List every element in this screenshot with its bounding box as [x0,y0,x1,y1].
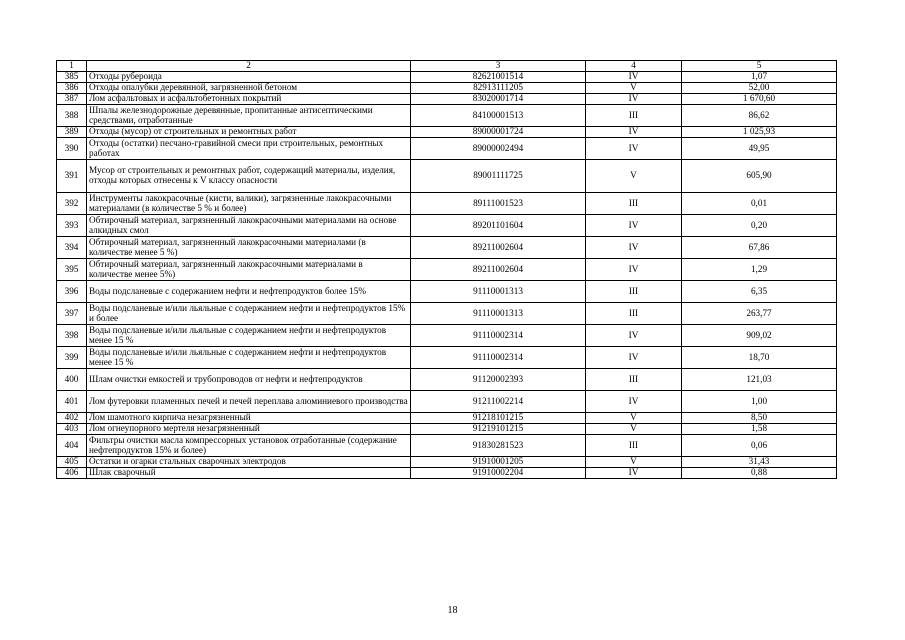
table-row [57,303,837,325]
table-row [57,457,837,468]
table-row [57,413,837,424]
waste-name-cell: Лом асфальтовых и асфальтобетонных покрытий [87,94,411,105]
hazard-class-cell: III [586,303,682,325]
amount-cell: 605,90 [682,160,837,193]
row-number-cell: 401 [57,391,87,413]
hazard-class-cell: III [586,105,682,127]
waste-code-cell: 82913111205 [411,83,586,94]
hazard-class-cell: III [586,193,682,215]
amount-cell: 86,62 [682,105,837,127]
waste-name-cell: Лом шамотного кирпича незагрязненный [87,413,411,424]
row-number-cell: 402 [57,413,87,424]
amount-cell: 31,43 [682,457,837,468]
column-header: 4 [586,61,682,72]
waste-code-cell: 91110001313 [411,281,586,303]
waste-code-cell: 91910002204 [411,468,586,479]
amount-cell: 67,86 [682,237,837,259]
table-row [57,215,837,237]
hazard-class-cell: V [586,160,682,193]
amount-cell: 0,01 [682,193,837,215]
row-number-cell: 400 [57,369,87,391]
waste-name-cell: Обтирочный материал, загрязненный лакокрасочными материалами в количестве менее 5%) [87,259,411,281]
table-body [57,61,837,479]
hazard-class-cell: III [586,369,682,391]
waste-table [56,60,837,479]
row-number-cell: 394 [57,237,87,259]
amount-cell: 121,03 [682,369,837,391]
waste-code-cell: 91110002314 [411,347,586,369]
waste-code-cell: 89211002604 [411,259,586,281]
table-row [57,94,837,105]
hazard-class-cell: IV [586,72,682,83]
waste-name-cell: Обтирочный материал, загрязненный лакокрасочными материалами (в количестве менее 5 %) [87,237,411,259]
waste-name-cell: Лом футеровки пламенных печей и печей переплава алюминиевого производства [87,391,411,413]
table-row [57,259,837,281]
amount-cell: 1 670,60 [682,94,837,105]
hazard-class-cell: IV [586,468,682,479]
table-row [57,127,837,138]
column-header: 1 [57,61,87,72]
hazard-class-cell: V [586,413,682,424]
table-row [57,391,837,413]
amount-cell: 0,20 [682,215,837,237]
hazard-class-cell: III [586,281,682,303]
table-row [57,325,837,347]
row-number-cell: 388 [57,105,87,127]
hazard-class-cell: IV [586,127,682,138]
waste-name-cell: Шпалы железнодорожные деревянные, пропитанные антисептическими средствами, отработанные [87,105,411,127]
hazard-class-cell: IV [586,138,682,160]
waste-name-cell: Мусор от строительных и ремонтных работ, содержащий материалы, изделия, отходы которых отнесены к V классу опасности [87,160,411,193]
hazard-class-cell: III [586,435,682,457]
amount-cell: 909,02 [682,325,837,347]
row-number-cell: 397 [57,303,87,325]
table-row [57,105,837,127]
amount-cell: 0,88 [682,468,837,479]
amount-cell: 1,29 [682,259,837,281]
table-row [57,468,837,479]
hazard-class-cell: V [586,457,682,468]
waste-name-cell: Обтирочный материал, загрязненный лакокрасочными материалами на основе алкидных смол [87,215,411,237]
waste-name-cell: Инструменты лакокрасочные (кисти, валики), загрязненные лакокрасочными материалами (в количестве 5 % и более) [87,193,411,215]
column-header: 2 [87,61,411,72]
hazard-class-cell: IV [586,325,682,347]
waste-code-cell: 89201101604 [411,215,586,237]
row-number-cell: 396 [57,281,87,303]
amount-cell: 1,00 [682,391,837,413]
waste-name-cell: Отходы опалубки деревянной, загрязненной бетоном [87,83,411,94]
table-row [57,83,837,94]
waste-code-cell: 82621001514 [411,72,586,83]
amount-cell: 1 025,93 [682,127,837,138]
waste-code-cell: 89000001724 [411,127,586,138]
waste-code-cell: 91211002214 [411,391,586,413]
waste-name-cell: Шлам очистки емкостей и трубопроводов от нефти и нефтепродуктов [87,369,411,391]
row-number-cell: 391 [57,160,87,193]
waste-code-cell: 89000002494 [411,138,586,160]
hazard-class-cell: IV [586,94,682,105]
waste-name-cell: Воды подсланевые и/или льяльные с содержанием нефти и нефтепродуктов 15% и более [87,303,411,325]
row-number-cell: 392 [57,193,87,215]
column-header: 3 [411,61,586,72]
waste-name-cell: Отходы (остатки) песчано-гравийной смеси при строительных, ремонтных работах [87,138,411,160]
amount-cell: 8,50 [682,413,837,424]
table-row [57,160,837,193]
amount-cell: 1,58 [682,424,837,435]
row-number-cell: 389 [57,127,87,138]
table-row [57,435,837,457]
waste-name-cell: Воды подсланевые с содержанием нефти и нефтепродуктов более 15% [87,281,411,303]
waste-name-cell: Воды подсланевые и/или льяльные с содержанием нефти и нефтепродуктов менее 15 % [87,347,411,369]
table-row [57,72,837,83]
column-header: 5 [682,61,837,72]
row-number-cell: 386 [57,83,87,94]
row-number-cell: 399 [57,347,87,369]
hazard-class-cell: V [586,424,682,435]
row-number-cell: 395 [57,259,87,281]
amount-cell: 1,07 [682,72,837,83]
waste-code-cell: 89211002604 [411,237,586,259]
waste-name-cell: Лом огнеупорного мертеля незагрязненный [87,424,411,435]
amount-cell: 52,00 [682,83,837,94]
table-row [57,193,837,215]
waste-name-cell: Шлак сварочный [87,468,411,479]
amount-cell: 6,35 [682,281,837,303]
waste-name-cell: Отходы рубероида [87,72,411,83]
waste-name-cell: Фильтры очистки масла компрессорных установок отработанные (содержание нефтепродуктов 15% и более) [87,435,411,457]
row-number-cell: 393 [57,215,87,237]
waste-name-cell: Отходы (мусор) от строительных и ремонтных работ [87,127,411,138]
waste-code-cell: 89001111725 [411,160,586,193]
row-number-cell: 387 [57,94,87,105]
row-number-cell: 403 [57,424,87,435]
waste-code-cell: 91110001313 [411,303,586,325]
waste-code-cell: 91218101215 [411,413,586,424]
table-row [57,237,837,259]
amount-cell: 49,95 [682,138,837,160]
row-number-cell: 398 [57,325,87,347]
hazard-class-cell: IV [586,347,682,369]
waste-code-cell: 89111001523 [411,193,586,215]
waste-code-cell: 91910001205 [411,457,586,468]
amount-cell: 18,70 [682,347,837,369]
hazard-class-cell: V [586,83,682,94]
waste-code-cell: 91830281523 [411,435,586,457]
waste-code-cell: 91120002393 [411,369,586,391]
waste-code-cell: 91219101215 [411,424,586,435]
table-row [57,424,837,435]
amount-cell: 263,77 [682,303,837,325]
hazard-class-cell: IV [586,237,682,259]
row-number-cell: 385 [57,72,87,83]
row-number-cell: 390 [57,138,87,160]
row-number-cell: 404 [57,435,87,457]
row-number-cell: 406 [57,468,87,479]
table-row [57,347,837,369]
hazard-class-cell: IV [586,391,682,413]
waste-name-cell: Воды подсланевые и/или льяльные с содержанием нефти и нефтепродуктов менее 15 % [87,325,411,347]
waste-code-cell: 91110002314 [411,325,586,347]
hazard-class-cell: IV [586,215,682,237]
table-row [57,138,837,160]
hazard-class-cell: IV [586,259,682,281]
waste-name-cell: Остатки и огарки стальных сварочных электродов [87,457,411,468]
page-number: 18 [447,605,458,616]
table-row [57,281,837,303]
table-row [57,369,837,391]
waste-code-cell: 84100001513 [411,105,586,127]
amount-cell: 0,06 [682,435,837,457]
row-number-cell: 405 [57,457,87,468]
table-header-row [57,61,837,72]
waste-code-cell: 83020001714 [411,94,586,105]
